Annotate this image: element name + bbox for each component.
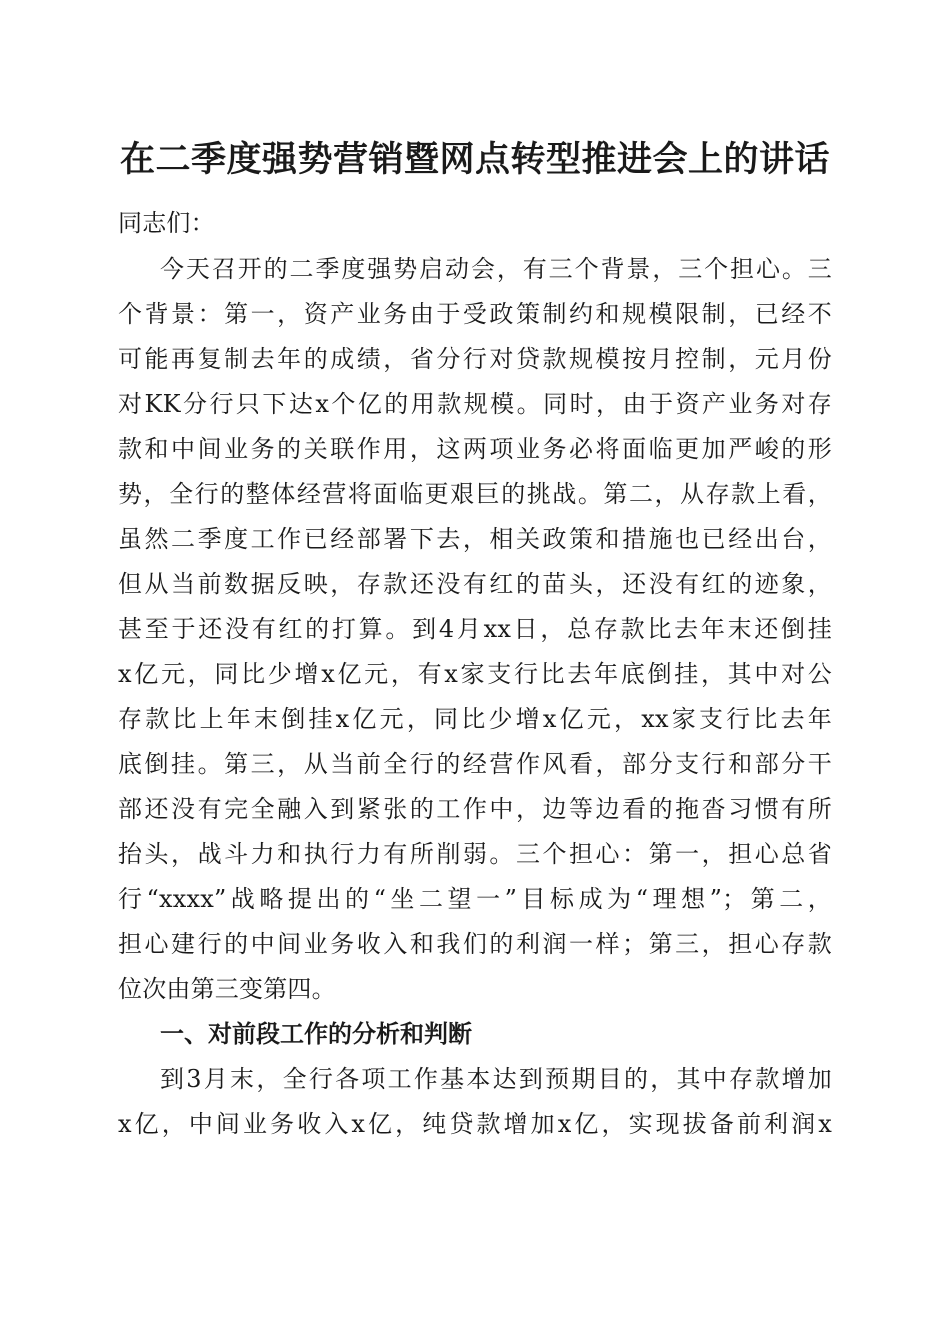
paragraph-line: 甚至于还没有红的打算。到4月xx日，总存款比去年末还倒挂 <box>118 615 832 643</box>
paragraph-line: 势，全行的整体经营将面临更艰巨的挑战。第二，从存款上看， <box>118 480 832 508</box>
paragraph-line: 底倒挂。第三，从当前全行的经营作风看，部分支行和部分干 <box>118 750 832 778</box>
document-title: 在二季度强势营销暨网点转型推进会上的讲话 <box>119 139 830 180</box>
paragraph-line: 可能再复制去年的成绩，省分行对贷款规模按月控制，元月份 <box>118 345 832 373</box>
paragraph-line: 对KK分行只下达x个亿的用款规模。同时，由于资产业务对存 <box>118 390 832 418</box>
paragraph-line: 今天召开的二季度强势启动会，有三个背景，三个担心。三 <box>160 255 832 283</box>
paragraph-line: 位次由第三变第四。 <box>118 975 336 1003</box>
paragraph-line: x亿，中间业务收入x亿，纯贷款增加x亿，实现拔备前利润x <box>118 1110 832 1138</box>
paragraph-line: 到3月末，全行各项工作基本达到预期目的，其中存款增加 <box>160 1065 832 1093</box>
paragraph-line: x亿元，同比少增x亿元，有x家支行比去年底倒挂，其中对公 <box>118 660 832 688</box>
paragraph-line: 个背景：第一，资产业务由于受政策制约和规模限制，已经不 <box>118 300 832 328</box>
section-heading: 一、对前段工作的分析和判断 <box>160 1020 472 1048</box>
paragraph-line: 款和中间业务的关联作用，这两项业务必将面临更加严峻的形 <box>118 435 832 463</box>
paragraph-line: 存款比上年末倒挂x亿元，同比少增x亿元，xx家支行比去年 <box>118 705 832 733</box>
paragraph-line: 部还没有完全融入到紧张的工作中，边等边看的拖沓习惯有所 <box>118 795 832 823</box>
salutation: 同志们： <box>118 209 215 237</box>
paragraph-line: 行“xxxx”战略提出的“坐二望一”目标成为“理想”；第二， <box>118 885 832 913</box>
paragraph-line: 抬头，战斗力和执行力有所削弱。三个担心：第一，担心总省 <box>118 840 832 868</box>
paragraph-line: 但从当前数据反映，存款还没有红的苗头，还没有红的迹象， <box>118 570 832 598</box>
paragraph-line: 担心建行的中间业务收入和我们的利润一样；第三，担心存款 <box>118 930 832 958</box>
paragraph-line: 虽然二季度工作已经部署下去，相关政策和措施也已经出台， <box>118 525 832 553</box>
